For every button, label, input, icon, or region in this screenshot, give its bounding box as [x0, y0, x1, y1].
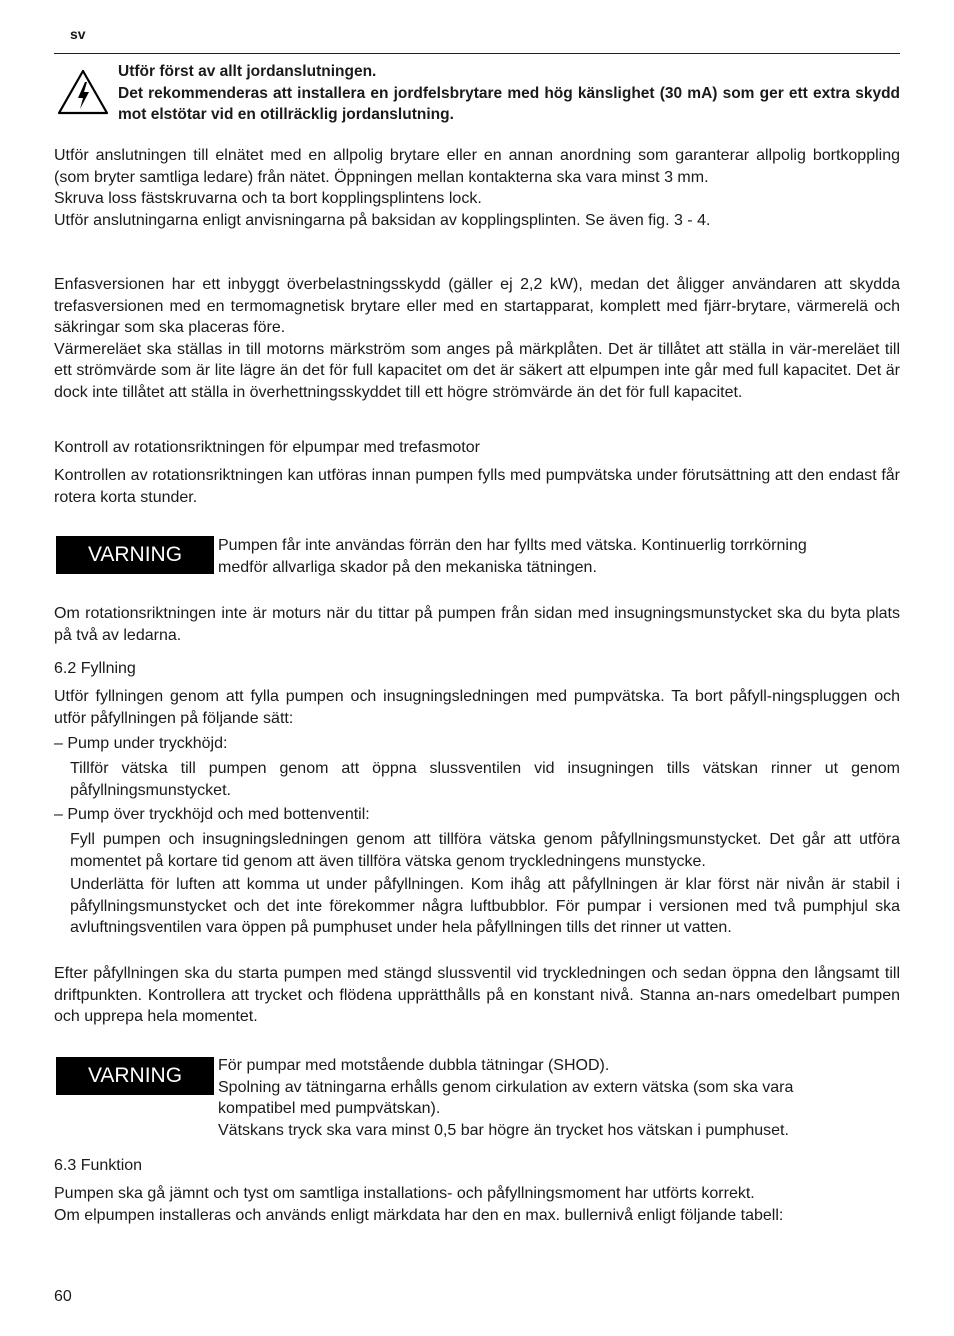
- paragraph-text: Utför anslutningarna enligt anvisningarna på baksidan av kopplingsplinten. Se även fig. 3 - 4.: [54, 211, 711, 229]
- warning-label: VARNING: [56, 536, 214, 574]
- paragraph-text: Enfasversionen har ett inbyggt överbelastningsskydd (gäller ej 2,2 kW), medan det åligger användaren att skydda trefasversionen med en termomagnetisk brytare eller med en startapparat, komplett med fjärr-brytare, värmerelä och säkringar som ska placeras före.: [54, 276, 900, 336]
- warning-note-line: Spolning av tätningarna erhålls genom cirkulation av extern vätska (som ska vara: [218, 1078, 794, 1096]
- paragraph: [54, 145, 900, 231]
- warning-note-line: medför allvarliga skador på den mekaniska tätningen.: [218, 558, 597, 576]
- list-item: – Pump över tryckhöjd och med bottenventil:: [54, 806, 370, 823]
- section-heading-6-2: 6.2 Fyllning: [54, 660, 136, 677]
- electric-hazard-icon: [56, 68, 110, 116]
- warning-note-line: kompatibel med pumpvätskan).: [218, 1100, 441, 1117]
- language-code: sv: [70, 26, 86, 42]
- paragraph: Utför fyllningen genom att fylla pumpen och insugningsledningen med pumpvätska. Ta bort påfyll-ningspluggen och utför påfyllningen på följande sätt:: [54, 688, 900, 727]
- warning-note-line: Pumpen får inte användas förrän den har fyllts med vätska. Kontinuerlig torrkörning: [218, 537, 807, 554]
- warning-label: VARNING: [56, 1057, 214, 1095]
- paragraph-text: Värmereläet ska ställas in till motorns märkström som anges på märkplåten. Det är tillåtet att ställa in vär-mereläet till ett strömvärde som är lite lägre än det för full kapacitet om det är säkert att elpumpen inte går med full kapacitet. Det är dock inte tillåtet att ställa in överhettningsskyddet till ett högre strömvärde än det för full kapacitet.: [54, 340, 900, 401]
- list-item-text: Tillför vätska till pumpen genom att öppna slussventilen vid insugningen tills vätskan rinner ut genom påfyllningsmunstycket.: [70, 760, 900, 799]
- list-item-text: Fyll pumpen och insugningsledningen genom att tillföra vätska genom påfyllningsmunstycket. Det går att utföra momentet på kortare tid genom att även tillföra vätska genom tryckledningens munstycke.: [70, 831, 900, 870]
- paragraph-text: Om elpumpen installeras och används enligt märkdata har den en max. bullernivå enligt följande tabell:: [54, 1206, 784, 1224]
- paragraph-text: Utför anslutningen till elnätet med en allpolig brytare eller en annan anordning som garanterar allpolig bortkoppling (som bryter samtliga ledare) från nätet. Öppningen mellan kontakterna ska vara minst 3 mm.: [54, 147, 900, 186]
- paragraph-text: Skruva loss fästskruvarna och ta bort kopplingsplintens lock.: [54, 190, 482, 207]
- page-number: 60: [54, 1288, 72, 1305]
- safety-warning-text: [118, 61, 900, 126]
- warning-note: [218, 535, 900, 578]
- warning-line: Det rekommenderas att installera en jordfelsbrytare med hög känslighet (30 mA) som ger ett extra skydd mot elstötar vid en otillräcklig jordanslutning.: [118, 84, 900, 123]
- warning-note-line: För pumpar med motstående dubbla tätningar (SHOD).: [218, 1057, 610, 1074]
- section-subheading: Kontroll av rotationsriktningen för elpumpar med trefasmotor: [54, 439, 480, 456]
- paragraph: [54, 1183, 900, 1226]
- paragraph: Om rotationsriktningen inte är moturs när du tittar på pumpen från sidan med insugningsmunstycket ska du byta plats på två av ledarna.: [54, 605, 900, 644]
- section-heading-6-3: 6.3 Funktion: [54, 1157, 143, 1174]
- warning-line: Utför först av allt jordanslutningen.: [118, 63, 377, 80]
- header-rule: [54, 53, 900, 54]
- paragraph: [54, 274, 900, 403]
- warning-note-line: Vätskans tryck ska vara minst 0,5 bar högre än trycket hos vätskan i pumphuset.: [218, 1121, 789, 1139]
- paragraph: Kontrollen av rotationsriktningen kan utföras innan pumpen fylls med pumpvätska under förutsättning att den endast får rotera korta stunder.: [54, 467, 900, 506]
- paragraph-text: Pumpen ska gå jämnt och tyst om samtliga installations- och påfyllningsmoment har utförts korrekt.: [54, 1185, 755, 1202]
- list-item-text: Underlätta för luften att komma ut under påfyllningen. Kom ihåg att påfyllningen är klar först när nivån är stabil i påfyllningsmunstycket och det inte förekommer några luftbubblor. För pumpar i versionen med två pumphjul ska avluftningsventilen vara öppen på pumphuset under hela påfyllningen tills det rinner ut vatten.: [70, 876, 900, 936]
- warning-note: [218, 1055, 900, 1141]
- list-item: – Pump under tryckhöjd:: [54, 735, 228, 752]
- paragraph: Efter påfyllningen ska du starta pumpen med stängd slussventil vid tryckledningen och sedan öppna den långsamt till driftpunkten. Kontrollera att trycket och flödena upprätthålls på en konstant nivå. Stanna an-nars omedelbart pumpen och upprepa hela momentet.: [54, 965, 900, 1025]
